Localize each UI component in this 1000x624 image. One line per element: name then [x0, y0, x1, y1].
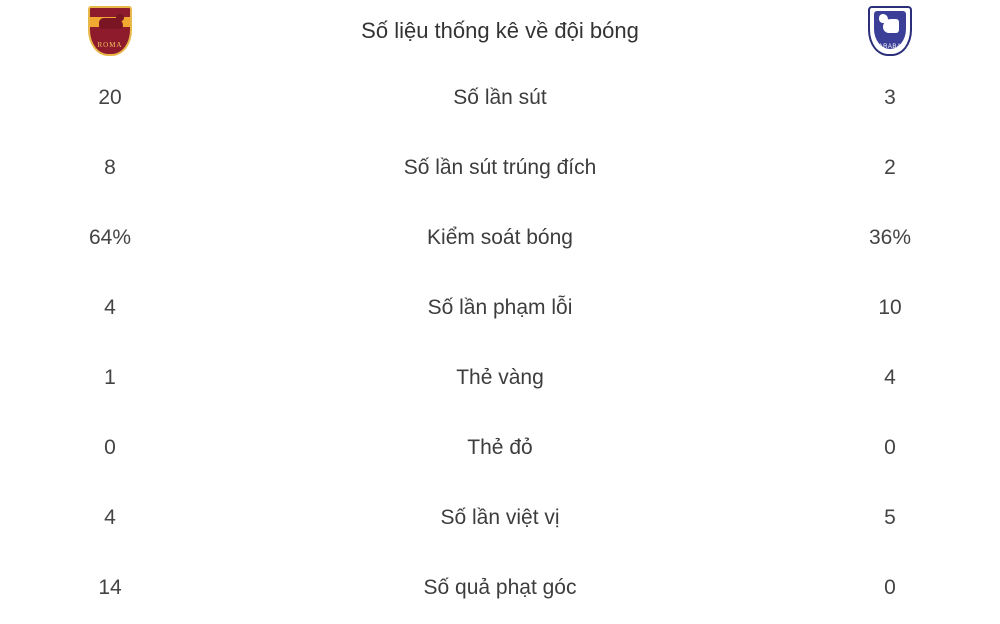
stat-label: Số lần sút trúng đích — [403, 155, 597, 179]
home-value-cell — [0, 577, 220, 598]
table-row — [0, 552, 1000, 622]
home-value: 64% — [88, 225, 132, 249]
stat-label-cell — [220, 297, 780, 318]
away-value-cell — [780, 577, 1000, 598]
stat-label-cell — [220, 507, 780, 528]
stat-label-cell — [220, 227, 780, 248]
away-value-cell — [780, 227, 1000, 248]
away-value: 2 — [884, 155, 896, 179]
home-team-crest-cell — [0, 6, 220, 56]
stats-title-cell — [220, 20, 780, 42]
stat-label-cell — [220, 437, 780, 458]
home-value-cell — [0, 87, 220, 108]
away-value-cell — [780, 507, 1000, 528]
away-team-crest-cell — [780, 6, 1000, 56]
home-value: 1 — [104, 365, 116, 389]
roma-crest-icon — [88, 6, 132, 56]
home-value: 20 — [98, 85, 122, 109]
away-value: 10 — [878, 295, 902, 319]
home-value: 8 — [104, 155, 116, 179]
home-value-cell — [0, 157, 220, 178]
home-value: 4 — [104, 505, 116, 529]
table-row — [0, 412, 1000, 482]
table-row — [0, 202, 1000, 272]
roma-crest-text: ROMA — [97, 41, 123, 49]
stat-label: Số lần việt vị — [440, 505, 560, 529]
away-value: 36% — [868, 225, 912, 249]
table-row — [0, 482, 1000, 552]
page-title: Số liệu thống kê về đội bóng — [361, 18, 639, 43]
stat-label: Thẻ đỏ — [467, 435, 533, 459]
table-row — [0, 272, 1000, 342]
stat-label-cell — [220, 577, 780, 598]
stat-label-cell — [220, 87, 780, 108]
stat-label-cell — [220, 367, 780, 388]
table-row — [0, 342, 1000, 412]
stats-header-row — [0, 0, 1000, 62]
away-value: 3 — [884, 85, 896, 109]
home-value: 0 — [104, 435, 116, 459]
stat-label-cell — [220, 157, 780, 178]
stat-label: Số lần phạm lỗi — [427, 295, 573, 319]
away-value-cell — [780, 297, 1000, 318]
home-value: 14 — [98, 575, 122, 599]
away-value: 5 — [884, 505, 896, 529]
away-value-cell — [780, 157, 1000, 178]
away-value-cell — [780, 367, 1000, 388]
stat-label: Kiểm soát bóng — [427, 225, 573, 249]
away-value: 0 — [884, 575, 896, 599]
away-value-cell — [780, 87, 1000, 108]
away-value-cell — [780, 437, 1000, 458]
home-value-cell — [0, 227, 220, 248]
home-value: 4 — [104, 295, 116, 319]
qarabag-crest-text: QARABAĞ — [873, 44, 907, 50]
stat-label: Số quả phạt góc — [423, 575, 577, 599]
home-value-cell — [0, 297, 220, 318]
home-value-cell — [0, 437, 220, 458]
table-row — [0, 132, 1000, 202]
stat-label: Số lần sút — [453, 85, 547, 109]
table-row — [0, 62, 1000, 132]
away-value: 4 — [884, 365, 896, 389]
away-value: 0 — [884, 435, 896, 459]
home-value-cell — [0, 507, 220, 528]
home-value-cell — [0, 367, 220, 388]
qarabag-crest-icon — [868, 6, 912, 56]
stat-label: Thẻ vàng — [456, 365, 544, 389]
